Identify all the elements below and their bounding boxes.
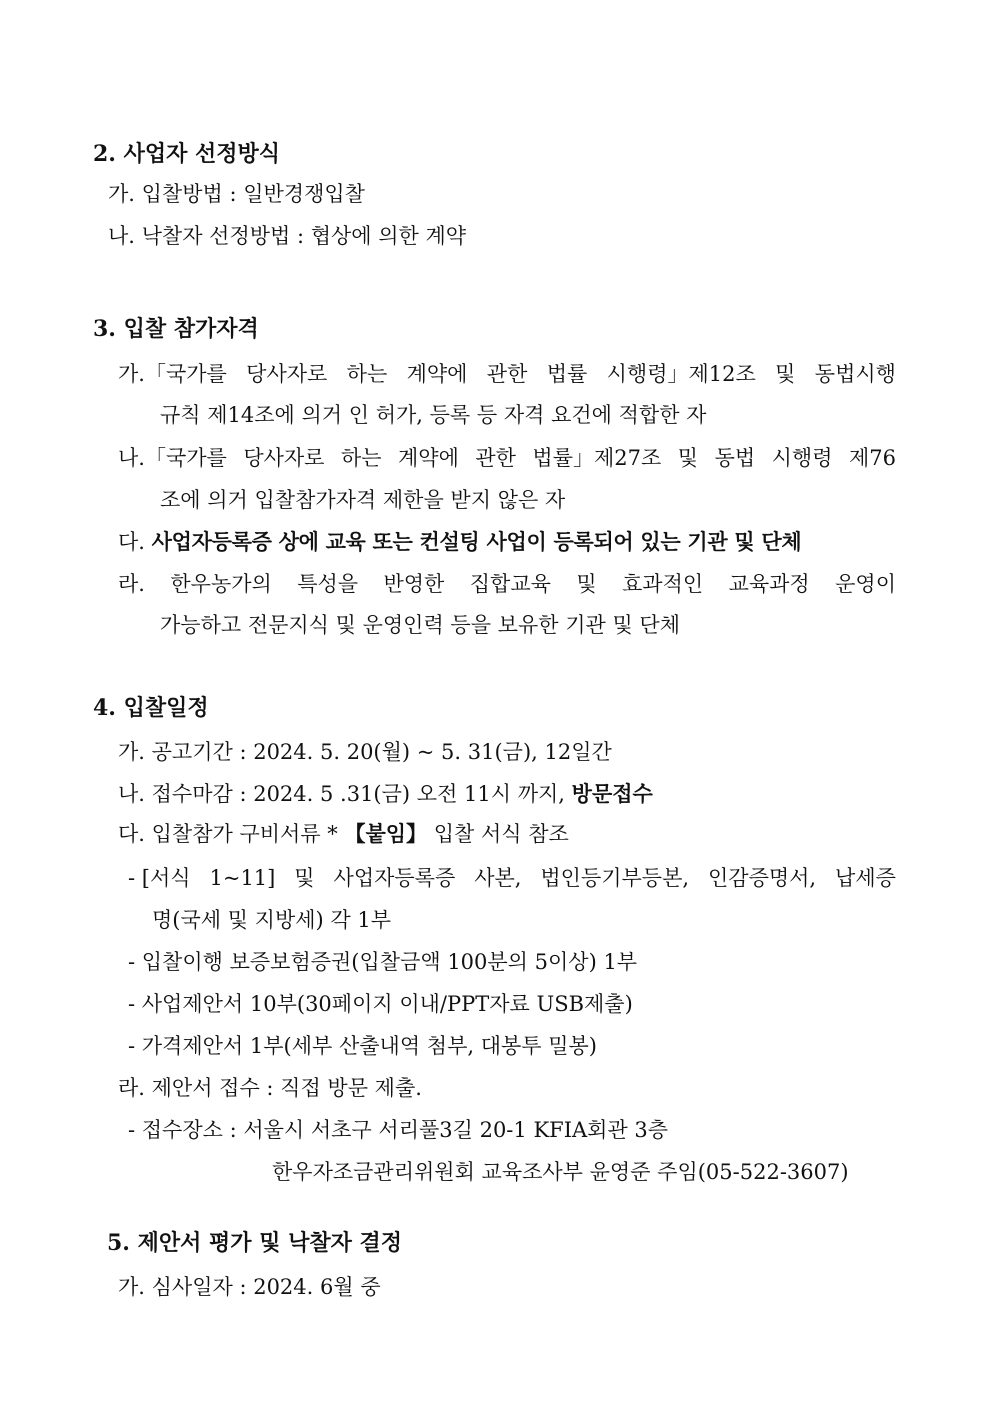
word: 특성을 bbox=[297, 572, 359, 596]
word: 운영이 bbox=[835, 572, 896, 596]
s4-item-d: 라. 제안서 접수 : 직접 방문 제출. bbox=[118, 1076, 422, 1100]
section-3-title: 3. 입찰 참가자격 bbox=[93, 316, 259, 342]
word: 효과적인 bbox=[622, 572, 704, 596]
s5-item-a: 가. 심사일자 : 2024. 6월 중 bbox=[118, 1275, 381, 1299]
word: 및 bbox=[576, 572, 597, 596]
s4-item-c-suffix: 입찰 서식 참조 bbox=[433, 822, 569, 846]
s3-item-b-line2: 조에 의거 입찰참가자격 제한을 받지 않은 자 bbox=[160, 488, 566, 512]
s4-doc-1-line2: 명(국세 및 지방세) 각 1부 bbox=[152, 908, 392, 932]
word: 교육과정 bbox=[728, 572, 810, 596]
word: 계약에 bbox=[406, 362, 468, 386]
s4-item-a: 가. 공고기간 : 2024. 5. 20(월) ~ 5. 31(금), 12일간 bbox=[118, 740, 612, 764]
s4-item-c-text: 다. 입찰참가 구비서류 * bbox=[118, 822, 338, 846]
word: 라. bbox=[118, 572, 145, 596]
word: - [서식 bbox=[128, 866, 191, 890]
word: 법률 bbox=[546, 362, 588, 386]
word: 제76 bbox=[848, 446, 896, 470]
word: 및 bbox=[294, 866, 315, 890]
word: 계약에 bbox=[398, 446, 459, 470]
word: 당사자로 bbox=[246, 362, 328, 386]
attachment-label: 【붙임】 bbox=[344, 821, 428, 846]
word: 나.「국가를 bbox=[118, 446, 227, 470]
s3-item-d-line2: 가능하고 전문지식 및 운영인력 등을 보유한 기관 및 단체 bbox=[160, 613, 680, 637]
word: 및 bbox=[775, 362, 796, 386]
word: 반영한 bbox=[383, 572, 445, 596]
item-prefix: 다. bbox=[118, 530, 145, 554]
word: 관한 bbox=[475, 446, 516, 470]
word: 가.「국가를 bbox=[118, 362, 227, 386]
s4-item-b bbox=[118, 780, 653, 808]
s3-item-b-line1 bbox=[118, 444, 896, 472]
s3-item-d-line1 bbox=[118, 570, 896, 598]
s4-contact: 한우자조금관리위원회 교육조사부 윤영준 주임(05-522-3607) bbox=[272, 1160, 849, 1184]
s3-item-a-line2: 규칙 제14조에 의거 인 허가, 등록 등 자격 요건에 적합한 자 bbox=[160, 403, 707, 427]
word: 및 bbox=[677, 446, 699, 470]
word: 시행령」제12조 bbox=[606, 362, 756, 386]
word: 집합교육 bbox=[469, 572, 551, 596]
word: 동법시행 bbox=[814, 362, 896, 386]
word: 1~11] bbox=[209, 866, 276, 890]
s4-doc-4: - 가격제안서 1부(세부 산출내역 첨부, 대봉투 밀봉) bbox=[128, 1034, 598, 1058]
section-5-title: 5. 제안서 평가 및 낙찰자 결정 bbox=[107, 1230, 403, 1256]
s4-doc-2: - 입찰이행 보증보험증권(입찰금액 100분의 5이상) 1부 bbox=[128, 950, 638, 974]
section-2-title: 2. 사업자 선정방식 bbox=[93, 141, 281, 167]
word: 시행령 bbox=[771, 446, 833, 470]
word: 인감증명서, bbox=[708, 866, 817, 890]
word: 법률」제27조 bbox=[532, 446, 662, 470]
s3-item-a-line1 bbox=[118, 360, 896, 388]
word: 관한 bbox=[486, 362, 528, 386]
word: 동법 bbox=[714, 446, 756, 470]
s4-item-c bbox=[118, 820, 569, 848]
word: 법인등기부등본, bbox=[540, 866, 690, 890]
s3-item-c bbox=[118, 528, 896, 556]
visit-submission-label: 방문접수 bbox=[571, 781, 653, 806]
word: 당사자로 bbox=[243, 446, 325, 470]
word: 한우농가의 bbox=[170, 572, 272, 596]
word: 하는 bbox=[340, 446, 382, 470]
s4-item-b-text: 나. 접수마감 : 2024. 5 .31(금) 오전 11시 까지, bbox=[118, 782, 565, 806]
s2-item-a: 가. 입찰방법 : 일반경쟁입찰 bbox=[108, 182, 365, 206]
word: 하는 bbox=[346, 362, 388, 386]
word: 사업자등록증 bbox=[333, 866, 456, 890]
s4-doc-1-line1 bbox=[128, 864, 896, 892]
s4-doc-3: - 사업제안서 10부(30페이지 이내/PPT자료 USB제출) bbox=[128, 992, 633, 1016]
word: 사본, bbox=[474, 866, 522, 890]
s3-item-c-bold: 사업자등록증 상에 교육 또는 컨설팅 사업이 등록되어 있는 기관 및 단체 bbox=[151, 529, 802, 554]
s4-location: - 접수장소 : 서울시 서초구 서리풀3길 20-1 KFIA회관 3층 bbox=[128, 1118, 669, 1142]
s2-item-b: 나. 낙찰자 선정방법 : 협상에 의한 계약 bbox=[108, 224, 467, 248]
word: 납세증 bbox=[835, 866, 896, 890]
section-4-title: 4. 입찰일정 bbox=[93, 695, 209, 721]
